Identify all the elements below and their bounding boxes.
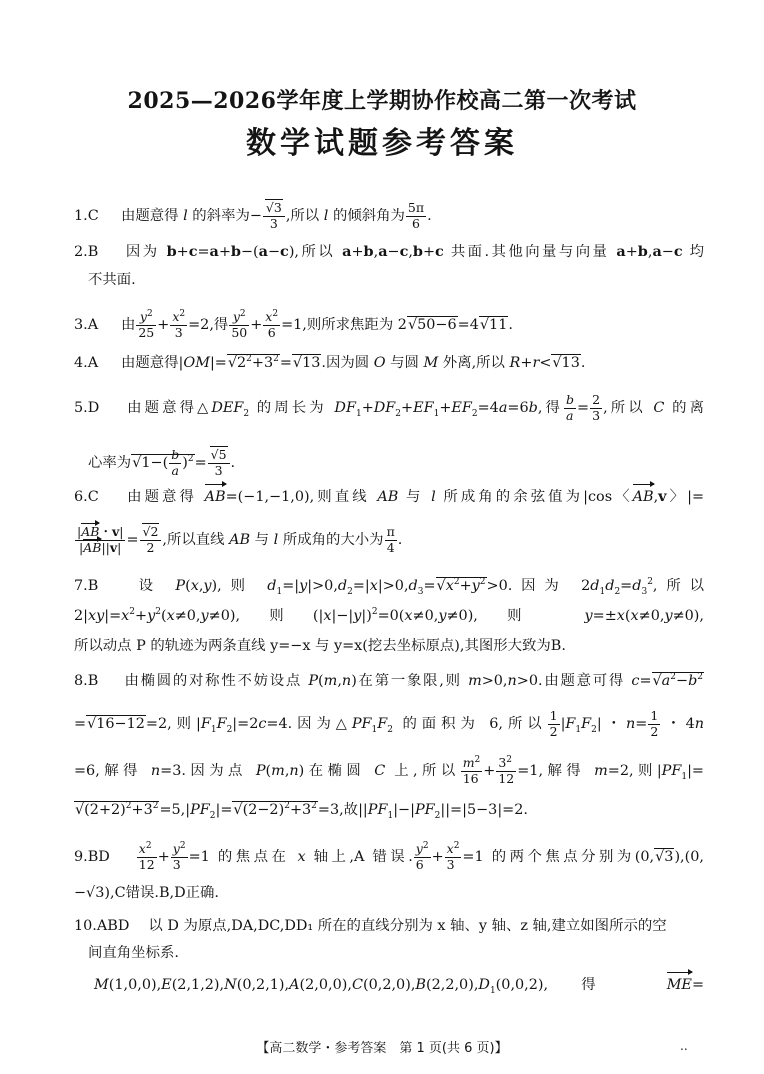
answer-5: 5.D 由题意得$\triangle DEF_2$ 的周长为 $DF_1+DF_2+EF_1+EF_2=4a=6b$,得 $\frac{b}{a}$ = $\frac{2}{3}$ ,所以 C 的离 (74, 392, 704, 423)
answer-label: 7.B (74, 578, 99, 594)
answer-label: 9.BD (74, 849, 110, 865)
answer-label: 3.A (74, 317, 99, 333)
answer-label: 2.B (74, 244, 99, 260)
answer-10-line3: $M(1,0,0),E(2,1,2),N(0,2,1),A(2,0,0),C(0,2,0),B(2,2,0),D_1(0,0,2)$,得 ME= (94, 977, 704, 996)
answer-1: 1.C 由题意得 l 的斜率为− $\frac{√3}{3}$ ,所以 l 的倾斜角为 $\frac{5\pi}{6}$ . (74, 200, 432, 231)
answer-7: 7.B 设 P(x,y),则 $d_1=|y|>0,d_2=|x|>0,d_3=√x^2+y^2>0$.因为 $2d_1d_2=d_3^2$,所以 (74, 577, 704, 597)
answer-8-line4: $√(2+2)^2+3^2=5,|PF_2|=√(2-2)^2+3^2=3$,故$||PF_1|-|PF_2||=|5-3|=2$. (75, 801, 528, 821)
answer-5-cont: 心率为√1−( $\frac{b}{a}$ )$^2$= $\frac{√5}{3}$ . (88, 447, 236, 478)
answer-10-cont: 间直角坐标系. (88, 945, 179, 961)
answer-8-line2: =√16−12=2,则$|F_1F_2|=2c=4$.因为$\triangle PF_1F_2$ 的面积为 6,所以 $\frac{1}{2}$ $|F_1F_2|$・n= $\frac{1}{2}$ ・4n (74, 708, 705, 739)
answer-10 (74, 916, 704, 936)
answer-2: 2.B 因为 b+c=a+b−(a−c),所以 a+b,a−c,b+c 共面.其他向量与向量 a+b,a−c 均 (74, 243, 705, 260)
answer-9: 9.BD $\frac{x^2}{12}$ + $\frac{y^2}{3}$ =1 的焦点在 x 轴上,A 错误. $\frac{y^2}{6}$ + $\frac{x^2}{3}$ =1 的两个焦点分别为(0,√3),(0, (74, 840, 704, 872)
corner-mark: .. (680, 1039, 688, 1053)
answer-4: 4.A 由题意得$|OM|=√2^2+3^2=√13$.因为圆 O 与圆 M 外离,所以 R+r<√13. (74, 354, 586, 371)
answer-label: 10.ABD (74, 918, 130, 934)
page-title: 数学试题参考答案 (246, 126, 518, 161)
page-footer: 【高二数学・参考答案 第 1 页(共 6 页)】 (256, 1041, 508, 1056)
answer-6-cont: $\frac{|AB・v|}{|AB||v|}$ = $\frac{√2}{2}$ ,所以直线 AB 与 l 所成角的大小为 $\frac{\pi}{4}$ . (77, 524, 403, 555)
answer-label: 5.D (74, 400, 100, 416)
answer-8-line3: =6,解得 n=3.因为点 P(m,n)在椭圆 C 上,所以 $\frac{m^2}{16}$ + $\frac{3^2}{12}$ =1,解得 m=2,则$|PF_1|=$ (74, 754, 704, 786)
answer-label: 6.C (74, 489, 99, 505)
answer-label: 1.C (74, 208, 99, 224)
answer-9-cont: −√3),C错误.B,D正确. (74, 885, 219, 901)
answer-label: 4.A (74, 355, 99, 371)
answer-3: 3.A 由 $\frac{y^2}{25}$ + $\frac{x^2}{3}$ =2,得 $\frac{y^2}{50}$ + $\frac{x^2}{6}$ =1,则所求焦距为 2√50−6=4√11. (74, 308, 513, 340)
answer-5-lead: 心率为 (88, 455, 132, 471)
answer-6: 6.C 由题意得 AB=(−1,−1,0),则直线 AB 与 l 所成角的余弦值为|cos〈AB,v〉|= (74, 488, 704, 505)
answer-2-cont: 不共面. (88, 272, 136, 288)
answer-7-line2: $2|xy|=x^2+y^2(x\ne 0,y\ne 0)$,则$(|x|-|y|)^2=0(x\ne 0,y\ne 0)$,则 y=±x(x≠0,y≠0), (74, 607, 704, 624)
exam-title: 2025—2026学年度上学期协作校高二第一次考试 (127, 88, 637, 114)
answer-8: 8.B 由椭圆的对称性不妨设点 P(m,n)在第一象限,则 m>0,n>0.由题意可得 $c=√a^2-b^2$ (74, 672, 704, 689)
answer-label: 8.B (74, 673, 99, 689)
answer-7-line3: 所以动点 P 的轨迹为两条直线 y=−x 与 y=x(挖去坐标原点),其图形大致为B. (74, 638, 566, 654)
answer-10-text: 以 D 为原点,DA,DC,DD₁ 所在的直线分别为 x 轴、y 轴、z 轴,建立如图所示的空 (148, 918, 667, 934)
